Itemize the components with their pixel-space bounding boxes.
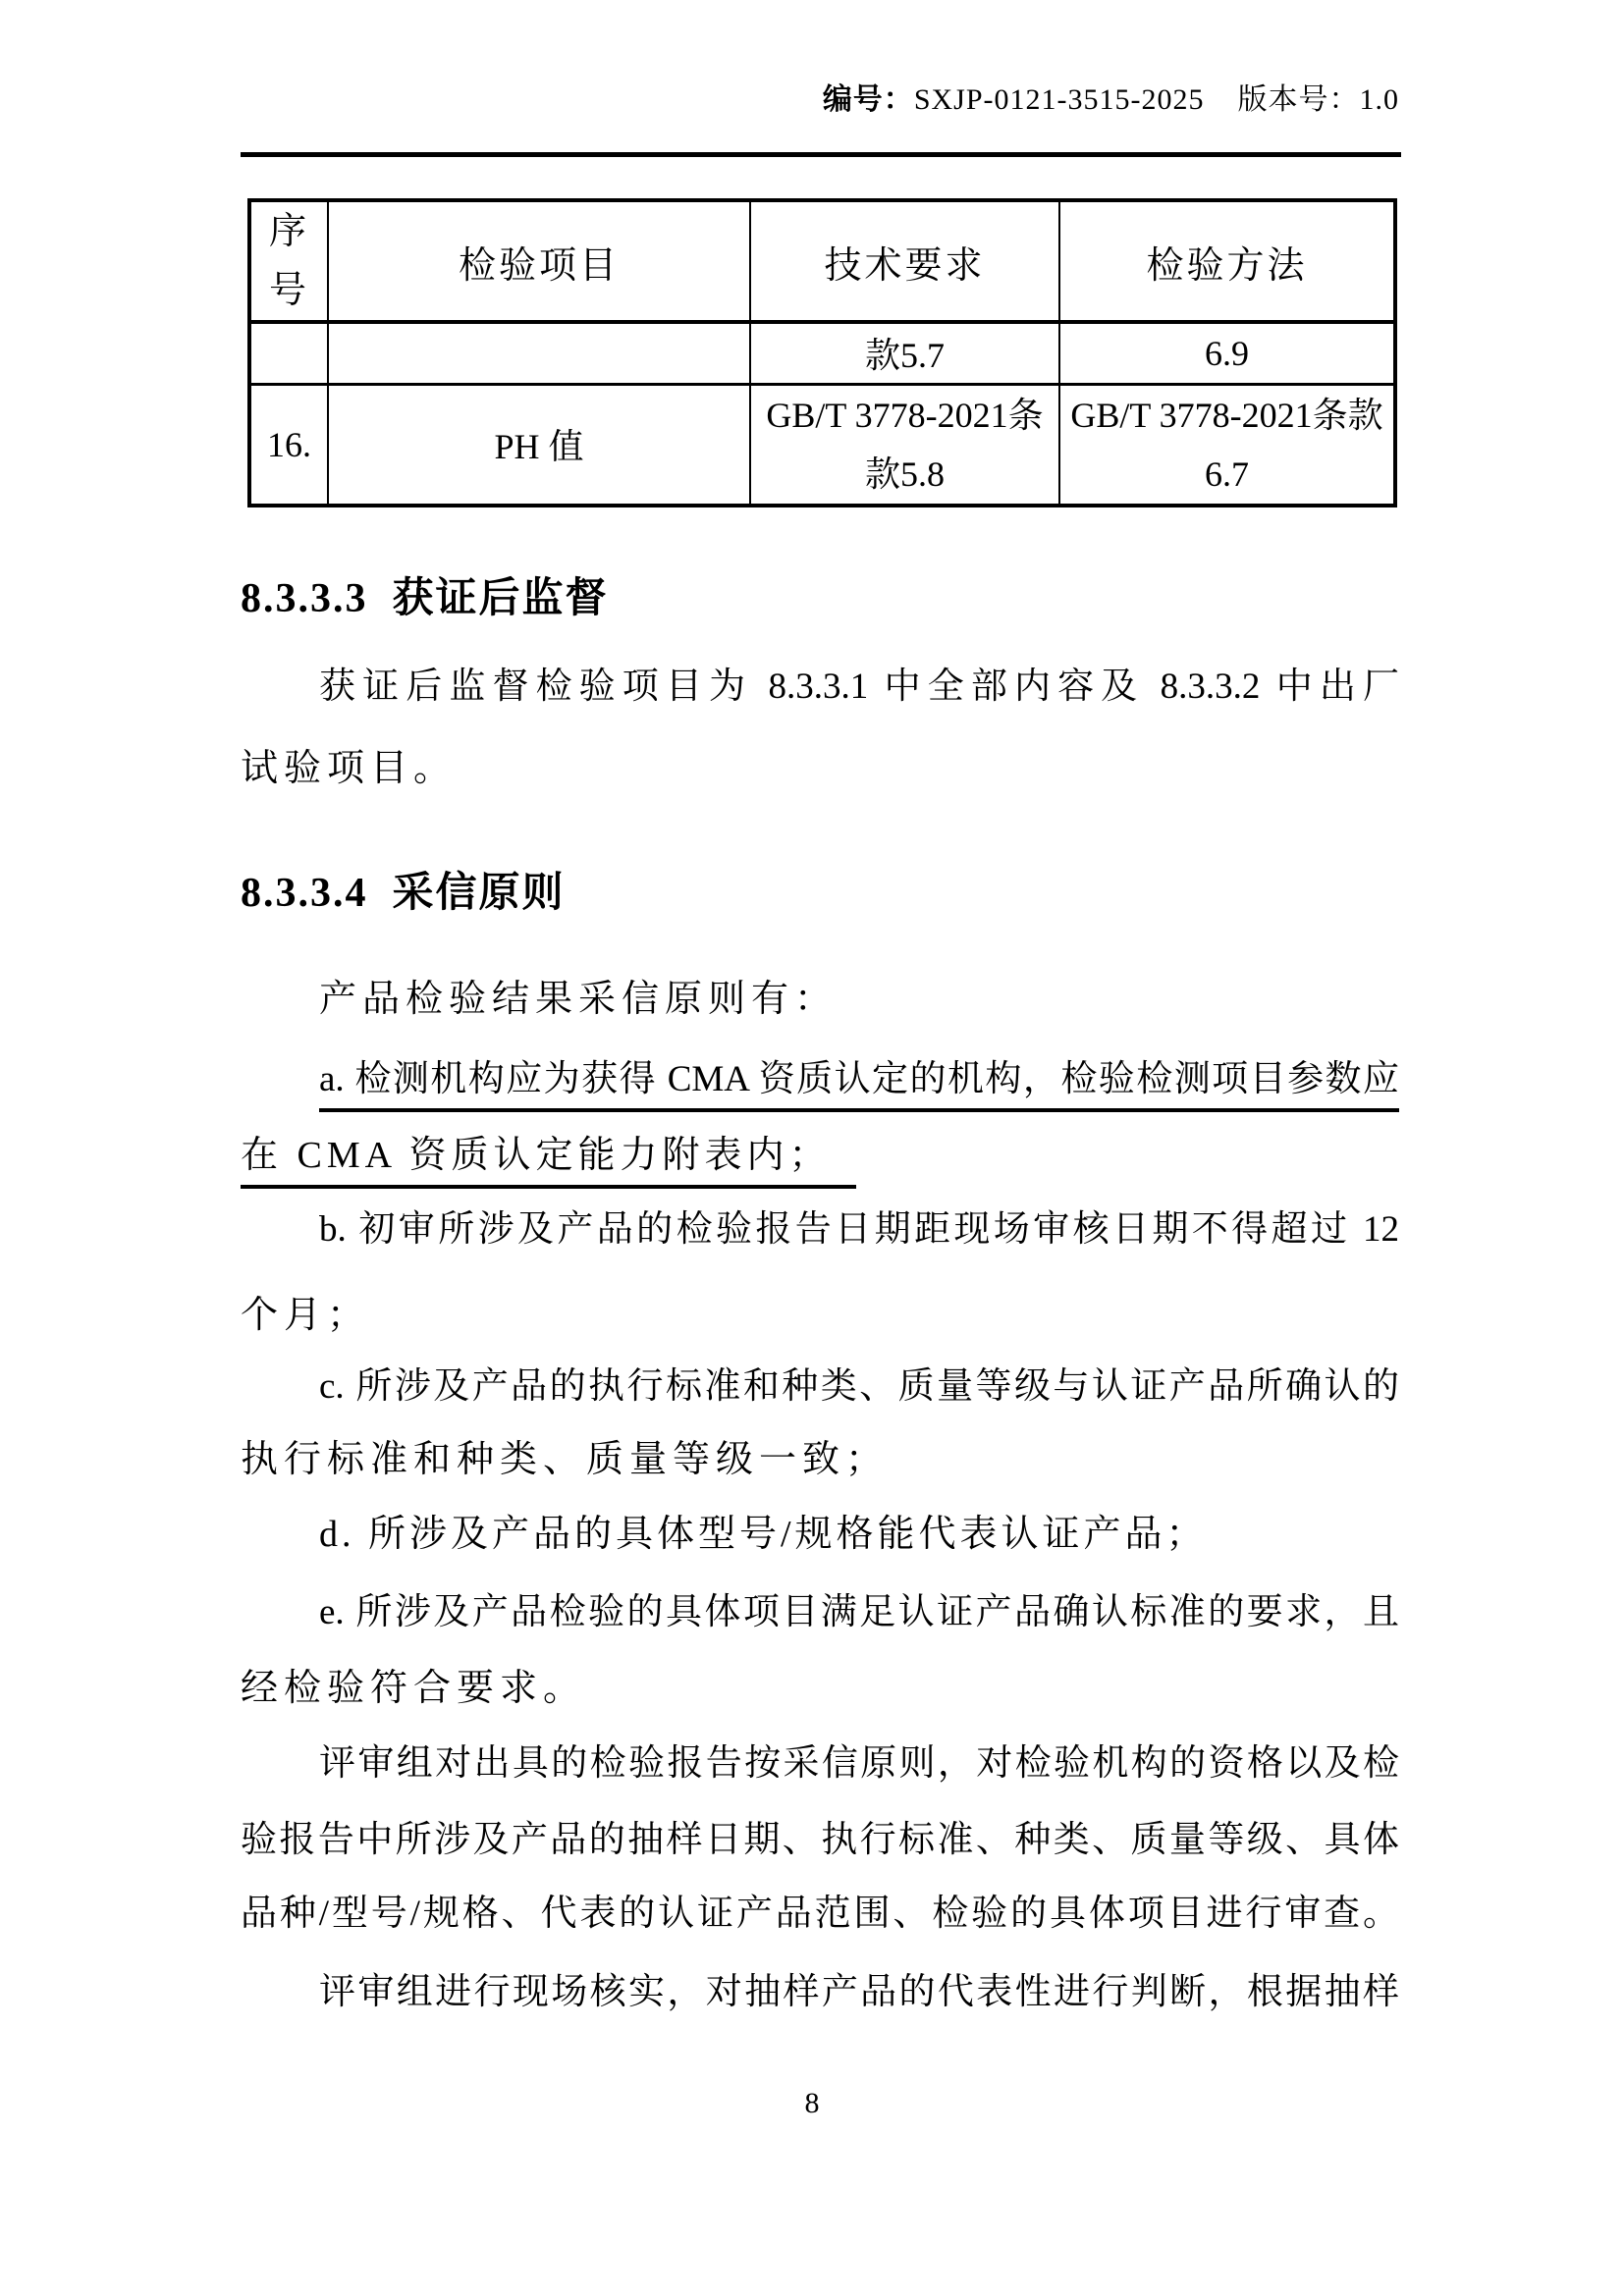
cell-method: 6.9 <box>1059 322 1395 384</box>
item-d-line: d. 所涉及产品的具体型号/规格能代表认证产品； <box>319 1514 1208 1555</box>
version-label: 版本号： <box>1237 83 1360 116</box>
item-b-line-2: 个月； <box>241 1295 371 1336</box>
paragraph-line: 评审组进行现场核实，对抽样产品的代表性进行判断，根据抽样 <box>319 1972 1399 2012</box>
cell-item <box>328 322 750 384</box>
item-e-line-2: 经检验符合要求。 <box>241 1668 587 1709</box>
table-row <box>249 322 1395 384</box>
section-heading-8333: 8.3.3.3 获证后监督 <box>241 576 609 621</box>
item-a-line-1: a. 检测机构应为获得 CMA 资质认定的机构，检验检测项目参数应 <box>241 1055 1399 1104</box>
cell-item: PH 值 <box>328 384 750 506</box>
cell-seq <box>249 322 328 384</box>
cell-seq: 16. <box>249 384 328 506</box>
doc-header <box>823 75 1399 118</box>
table-header-row <box>249 200 1395 322</box>
paragraph-line: 产品检验结果采信原则有： <box>319 979 839 1020</box>
paragraph-line: 获证后监督检验项目为 8.3.3.1 中全部内容及 8.3.3.2 中出厂 <box>319 667 1399 707</box>
doc-number-value: SXJP-0121-3515-2025 <box>913 83 1205 116</box>
item-e-line-1: e. 所涉及产品检验的具体项目满足认证产品确认标准的要求，且 <box>319 1592 1399 1632</box>
header-rule <box>241 152 1401 157</box>
column-header-method: 检验方法 <box>1059 200 1395 322</box>
paragraph-line: 验报告中所涉及产品的抽样日期、执行标准、种类、质量等级、具体 <box>241 1820 1399 1860</box>
column-header-tech: 技术要求 <box>750 200 1059 322</box>
table-row <box>249 384 1395 506</box>
version-value: 1.0 <box>1359 83 1399 116</box>
column-header-item: 检验项目 <box>328 200 750 322</box>
page-number: 8 <box>804 2087 820 2119</box>
cell-method: GB/T 3778-2021条款 6.7 <box>1059 384 1395 506</box>
cell-tech: 款5.7 <box>750 322 1059 384</box>
column-header-seq: 序号 <box>249 200 328 322</box>
paragraph-line: 试验项目。 <box>241 748 458 789</box>
item-b-line-1: b. 初审所涉及产品的检验报告日期距现场审核日期不得超过 12 <box>319 1209 1399 1250</box>
cell-tech: GB/T 3778-2021条 款5.8 <box>750 384 1059 506</box>
item-a-line-2: 在 CMA 资质认定能力附表内； <box>241 1131 1399 1180</box>
inspection-table <box>247 198 1397 507</box>
doc-number-label: 编号： <box>822 83 914 116</box>
item-c-line-2: 执行标准和种类、质量等级一致； <box>241 1439 890 1480</box>
paragraph-line: 品种/型号/规格、代表的认证产品范围、检验的具体项目进行审查。 <box>241 1894 1399 1934</box>
paragraph-line: 评审组对出具的检验报告按采信原则，对检验机构的资格以及检 <box>319 1743 1399 1784</box>
section-heading-8334: 8.3.3.4 采信原则 <box>241 871 566 916</box>
item-c-line-1: c. 所涉及产品的执行标准和种类、质量等级与认证产品所确认的 <box>319 1366 1399 1407</box>
